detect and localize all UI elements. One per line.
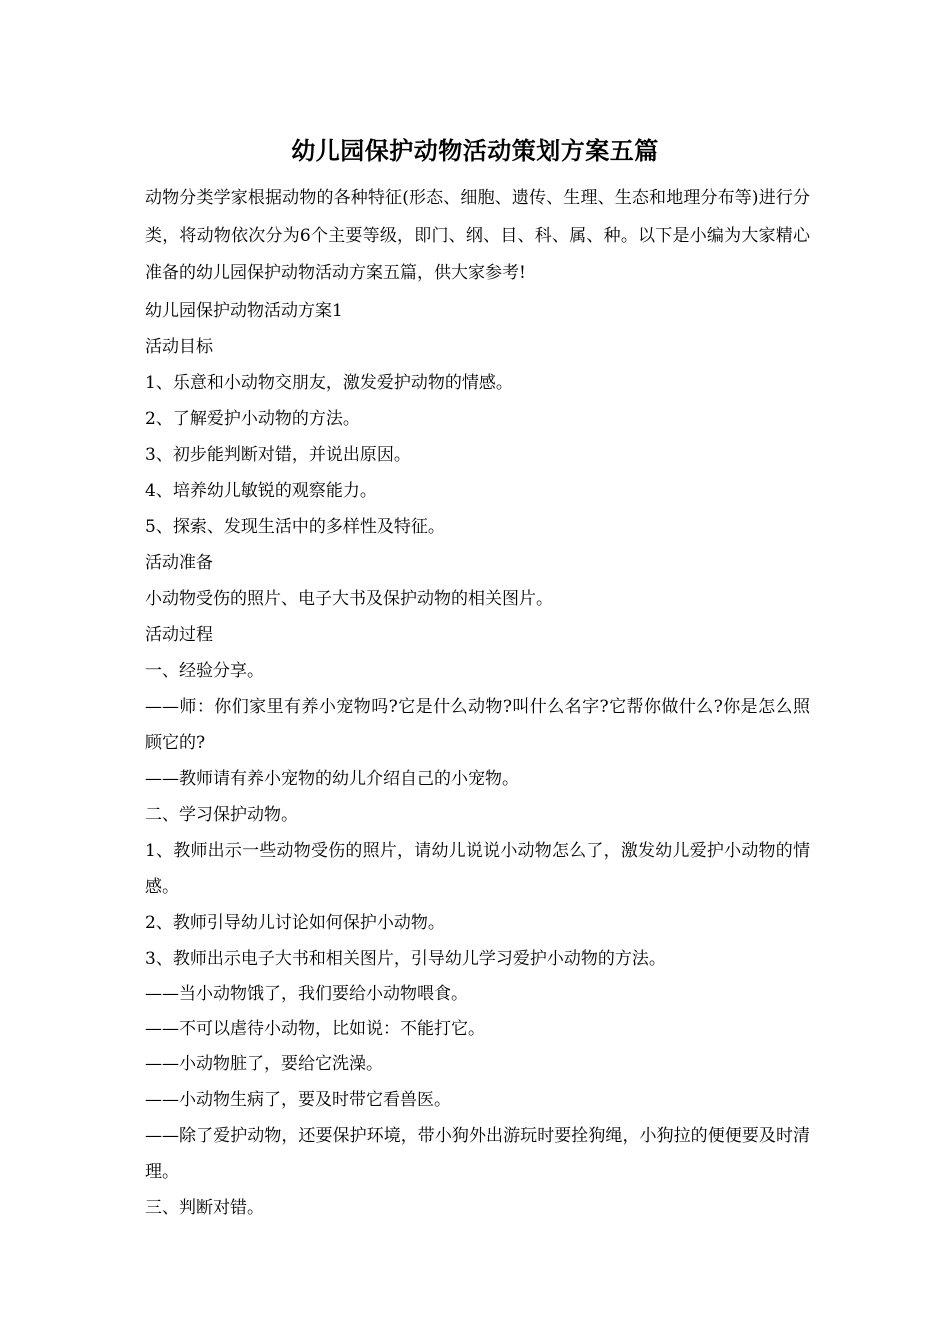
- process-line: ——当小动物饿了，我们要给小动物喂食。: [145, 983, 468, 1004]
- process-line: 3、教师出示电子大书和相关图片，引导幼儿学习爱护小动物的方法。: [145, 948, 666, 969]
- process-line: 2、教师引导幼儿讨论如何保护小动物。: [145, 912, 445, 933]
- process-line: ——小动物脏了，要给它洗澡。: [145, 1054, 383, 1075]
- plan-heading: 幼儿园保护动物活动方案1: [145, 300, 343, 321]
- document-body: [145, 180, 810, 1226]
- process-step: 二、学习保护动物。: [145, 804, 298, 825]
- goal-item: 5、探索、发现生活中的多样性及特征。: [145, 516, 445, 537]
- process-line: ——教师请有养小宠物的幼儿介绍自己的小宠物。: [145, 768, 519, 789]
- process-line: 1、教师出示一些动物受伤的照片，请幼儿说说小动物怎么了，激发幼儿爱护小动物的情感。: [145, 840, 810, 897]
- process-line: ——师：你们家里有养小宠物吗?它是什么动物?叫什么名字?它帮你做什么?你是怎么照顾它的?: [145, 696, 810, 753]
- document-title: 幼儿园保护动物活动策划方案五篇: [291, 136, 659, 165]
- process-line: ——不可以虐待小动物，比如说：不能打它。: [145, 1018, 485, 1039]
- intro-paragraph: 动物分类学家根据动物的各种特征(形态、细胞、遗传、生理、生态和地理分布等)进行分类，将动物依次分为6个主要等级，即门、纲、目、科、属、种。以下是小编为大家精心准备的幼儿园保护动物活动方案五篇，供大家参考!: [145, 188, 810, 283]
- process-step: 一、经验分享。: [145, 660, 264, 681]
- section-heading-goals: 活动目标: [145, 336, 213, 357]
- section-heading-process: 活动过程: [145, 624, 213, 645]
- goal-item: 2、了解爱护小动物的方法。: [145, 408, 360, 429]
- goal-item: 3、初步能判断对错，并说出原因。: [145, 444, 411, 465]
- process-step: 三、判断对错。: [145, 1198, 264, 1219]
- goal-item: 1、乐意和小动物交朋友，激发爱护动物的情感。: [145, 372, 513, 393]
- process-line: ——小动物生病了，要及时带它看兽医。: [145, 1089, 451, 1110]
- process-line: ——除了爱护动物，还要保护环境，带小狗外出游玩时要拴狗绳，小狗拉的便便要及时清理。: [145, 1126, 810, 1183]
- section-heading-preparation: 活动准备: [145, 552, 213, 573]
- preparation-text: 小动物受伤的照片、电子大书及保护动物的相关图片。: [145, 588, 553, 609]
- goal-item: 4、培养幼儿敏锐的观察能力。: [145, 480, 377, 501]
